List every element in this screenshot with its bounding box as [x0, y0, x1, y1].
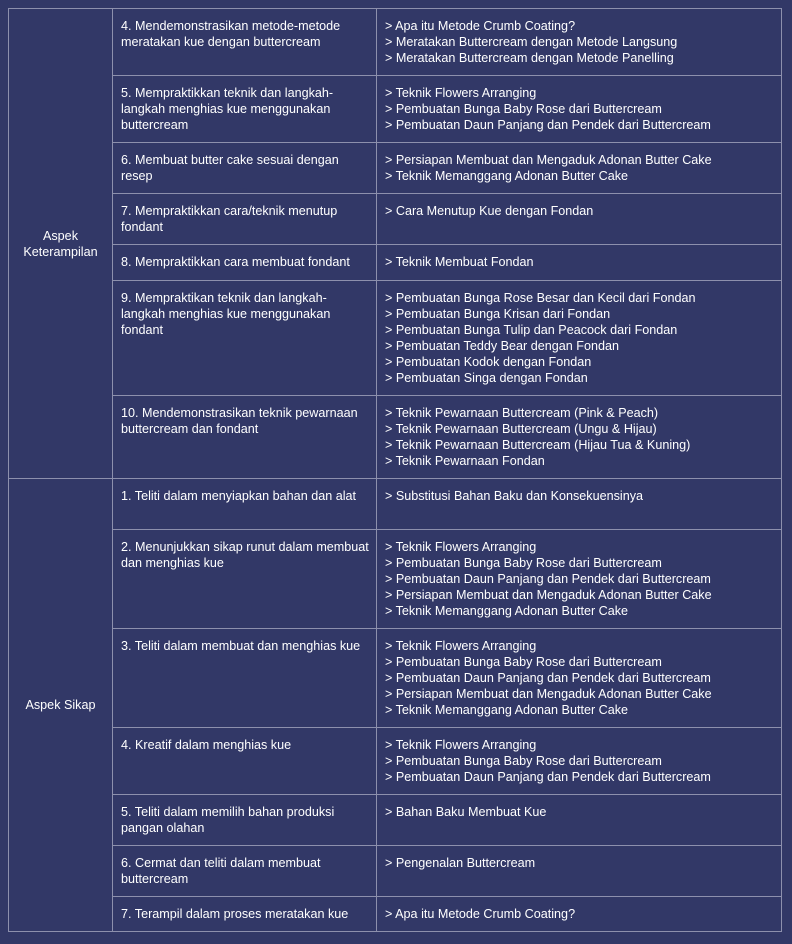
materials-cell: [377, 194, 782, 245]
table-row: [9, 795, 782, 846]
table-row: [9, 629, 782, 728]
material-item: > Pembuatan Kodok dengan Fondan: [385, 355, 592, 369]
indicator-text: 5. Mempraktikkan teknik dan langkah-langkah menghias kue menggunakan buttercream: [121, 86, 334, 132]
indicator-text: 1. Teliti dalam menyiapkan bahan dan alat: [121, 489, 357, 503]
material-item: > Pembuatan Daun Panjang dan Pendek dari Buttercream: [385, 770, 711, 784]
table-row: [9, 728, 782, 795]
material-item: > Pembuatan Bunga Rose Besar dan Kecil dari Fondan: [385, 291, 696, 305]
material-item: > Teknik Flowers Arranging: [385, 639, 537, 653]
material-item: > Teknik Flowers Arranging: [385, 86, 537, 100]
materials-cell: [377, 629, 782, 728]
table-row: [9, 530, 782, 629]
materials-cell: [377, 479, 782, 530]
materials-cell: [377, 9, 782, 76]
indicator-text: 7. Terampil dalam proses meratakan kue: [121, 907, 349, 921]
indicator-text: 5. Teliti dalam memilih bahan produksi pangan olahan: [121, 805, 335, 835]
table-row: [9, 76, 782, 143]
material-item: > Pengenalan Buttercream: [385, 856, 536, 870]
indicator-text: 6. Membuat butter cake sesuai dengan resep: [121, 153, 339, 183]
material-item: > Pembuatan Bunga Baby Rose dari Buttercream: [385, 754, 662, 768]
material-item: > Cara Menutup Kue dengan Fondan: [385, 204, 594, 218]
material-item: > Teknik Pewarnaan Buttercream (Ungu & Hijau): [385, 422, 657, 436]
materials-cell: [377, 281, 782, 396]
indicator-cell: [113, 9, 377, 76]
indicator-cell: [113, 479, 377, 530]
materials-cell: [377, 530, 782, 629]
indicator-text: 9. Mempraktikan teknik dan langkah-langkah menghias kue menggunakan fondant: [121, 291, 331, 337]
indicator-text: 10. Mendemonstrasikan teknik pewarnaan buttercream dan fondant: [121, 406, 358, 436]
materials-cell: [377, 396, 782, 479]
indicator-text: 7. Mempraktikkan cara/teknik menutup fondant: [121, 204, 338, 234]
materials-cell: [377, 897, 782, 932]
material-item: > Teknik Pewarnaan Buttercream (Pink & Peach): [385, 406, 659, 420]
indicator-text: 8. Mempraktikkan cara membuat fondant: [121, 255, 350, 269]
indicator-cell: [113, 143, 377, 194]
material-item: > Apa itu Metode Crumb Coating?: [385, 19, 576, 33]
material-item: > Apa itu Metode Crumb Coating?: [385, 907, 576, 921]
material-item: > Pembuatan Daun Panjang dan Pendek dari Buttercream: [385, 671, 711, 685]
indicator-text: 2. Menunjukkan sikap runut dalam membuat dan menghias kue: [121, 540, 369, 570]
material-item: > Teknik Pewarnaan Buttercream (Hijau Tua & Kuning): [385, 438, 691, 452]
material-item: > Meratakan Buttercream dengan Metode Panelling: [385, 51, 674, 65]
material-item: > Pembuatan Teddy Bear dengan Fondan: [385, 339, 619, 353]
table-row: [9, 396, 782, 479]
material-item: > Pembuatan Singa dengan Fondan: [385, 371, 588, 385]
material-item: > Teknik Membuat Fondan: [385, 255, 534, 269]
indicator-text: 6. Cermat dan teliti dalam membuat buttercream: [121, 856, 321, 886]
table-row: [9, 245, 782, 281]
indicator-cell: [113, 795, 377, 846]
indicator-cell: [113, 846, 377, 897]
material-item: > Persiapan Membuat dan Mengaduk Adonan Butter Cake: [385, 153, 712, 167]
indicator-cell: [113, 530, 377, 629]
material-item: > Pembuatan Bunga Baby Rose dari Buttercream: [385, 655, 662, 669]
material-item: > Substitusi Bahan Baku dan Konsekuensinya: [385, 489, 643, 503]
material-item: > Meratakan Buttercream dengan Metode Langsung: [385, 35, 678, 49]
materials-cell: [377, 76, 782, 143]
indicator-cell: [113, 897, 377, 932]
indicator-text: 4. Mendemonstrasikan metode-metode meratakan kue dengan buttercream: [121, 19, 341, 49]
material-item: > Bahan Baku Membuat Kue: [385, 805, 547, 819]
table-row: [9, 479, 782, 530]
table-body: [9, 9, 782, 932]
indicator-cell: [113, 396, 377, 479]
materials-cell: [377, 143, 782, 194]
indicator-text: 3. Teliti dalam membuat dan menghias kue: [121, 639, 361, 653]
indicator-cell: [113, 281, 377, 396]
table-row: [9, 9, 782, 76]
material-item: > Persiapan Membuat dan Mengaduk Adonan Butter Cake: [385, 687, 712, 701]
curriculum-table: [8, 8, 782, 932]
indicator-cell: [113, 245, 377, 281]
table-row: [9, 897, 782, 932]
aspect-cell: Aspek Sikap: [9, 479, 113, 932]
indicator-cell: [113, 629, 377, 728]
material-item: > Persiapan Membuat dan Mengaduk Adonan Butter Cake: [385, 588, 712, 602]
materials-cell: [377, 728, 782, 795]
table-row: [9, 143, 782, 194]
materials-cell: [377, 846, 782, 897]
aspect-cell: Aspek Keterampilan: [9, 9, 113, 479]
materials-cell: [377, 245, 782, 281]
material-item: > Teknik Pewarnaan Fondan: [385, 454, 545, 468]
materials-cell: [377, 795, 782, 846]
material-item: > Pembuatan Bunga Baby Rose dari Buttercream: [385, 556, 662, 570]
material-item: > Teknik Flowers Arranging: [385, 738, 537, 752]
material-item: > Pembuatan Daun Panjang dan Pendek dari Buttercream: [385, 572, 711, 586]
indicator-text: 4. Kreatif dalam menghias kue: [121, 738, 292, 752]
material-item: > Teknik Memanggang Adonan Butter Cake: [385, 604, 629, 618]
material-item: > Teknik Memanggang Adonan Butter Cake: [385, 169, 629, 183]
table-row: [9, 194, 782, 245]
table-row: [9, 846, 782, 897]
material-item: > Teknik Memanggang Adonan Butter Cake: [385, 703, 629, 717]
material-item: > Pembuatan Bunga Baby Rose dari Buttercream: [385, 102, 662, 116]
material-item: > Teknik Flowers Arranging: [385, 540, 537, 554]
material-item: > Pembuatan Bunga Tulip dan Peacock dari Fondan: [385, 323, 678, 337]
indicator-cell: [113, 194, 377, 245]
indicator-cell: [113, 76, 377, 143]
material-item: > Pembuatan Bunga Krisan dari Fondan: [385, 307, 611, 321]
material-item: > Pembuatan Daun Panjang dan Pendek dari Buttercream: [385, 118, 711, 132]
table-row: [9, 281, 782, 396]
indicator-cell: [113, 728, 377, 795]
